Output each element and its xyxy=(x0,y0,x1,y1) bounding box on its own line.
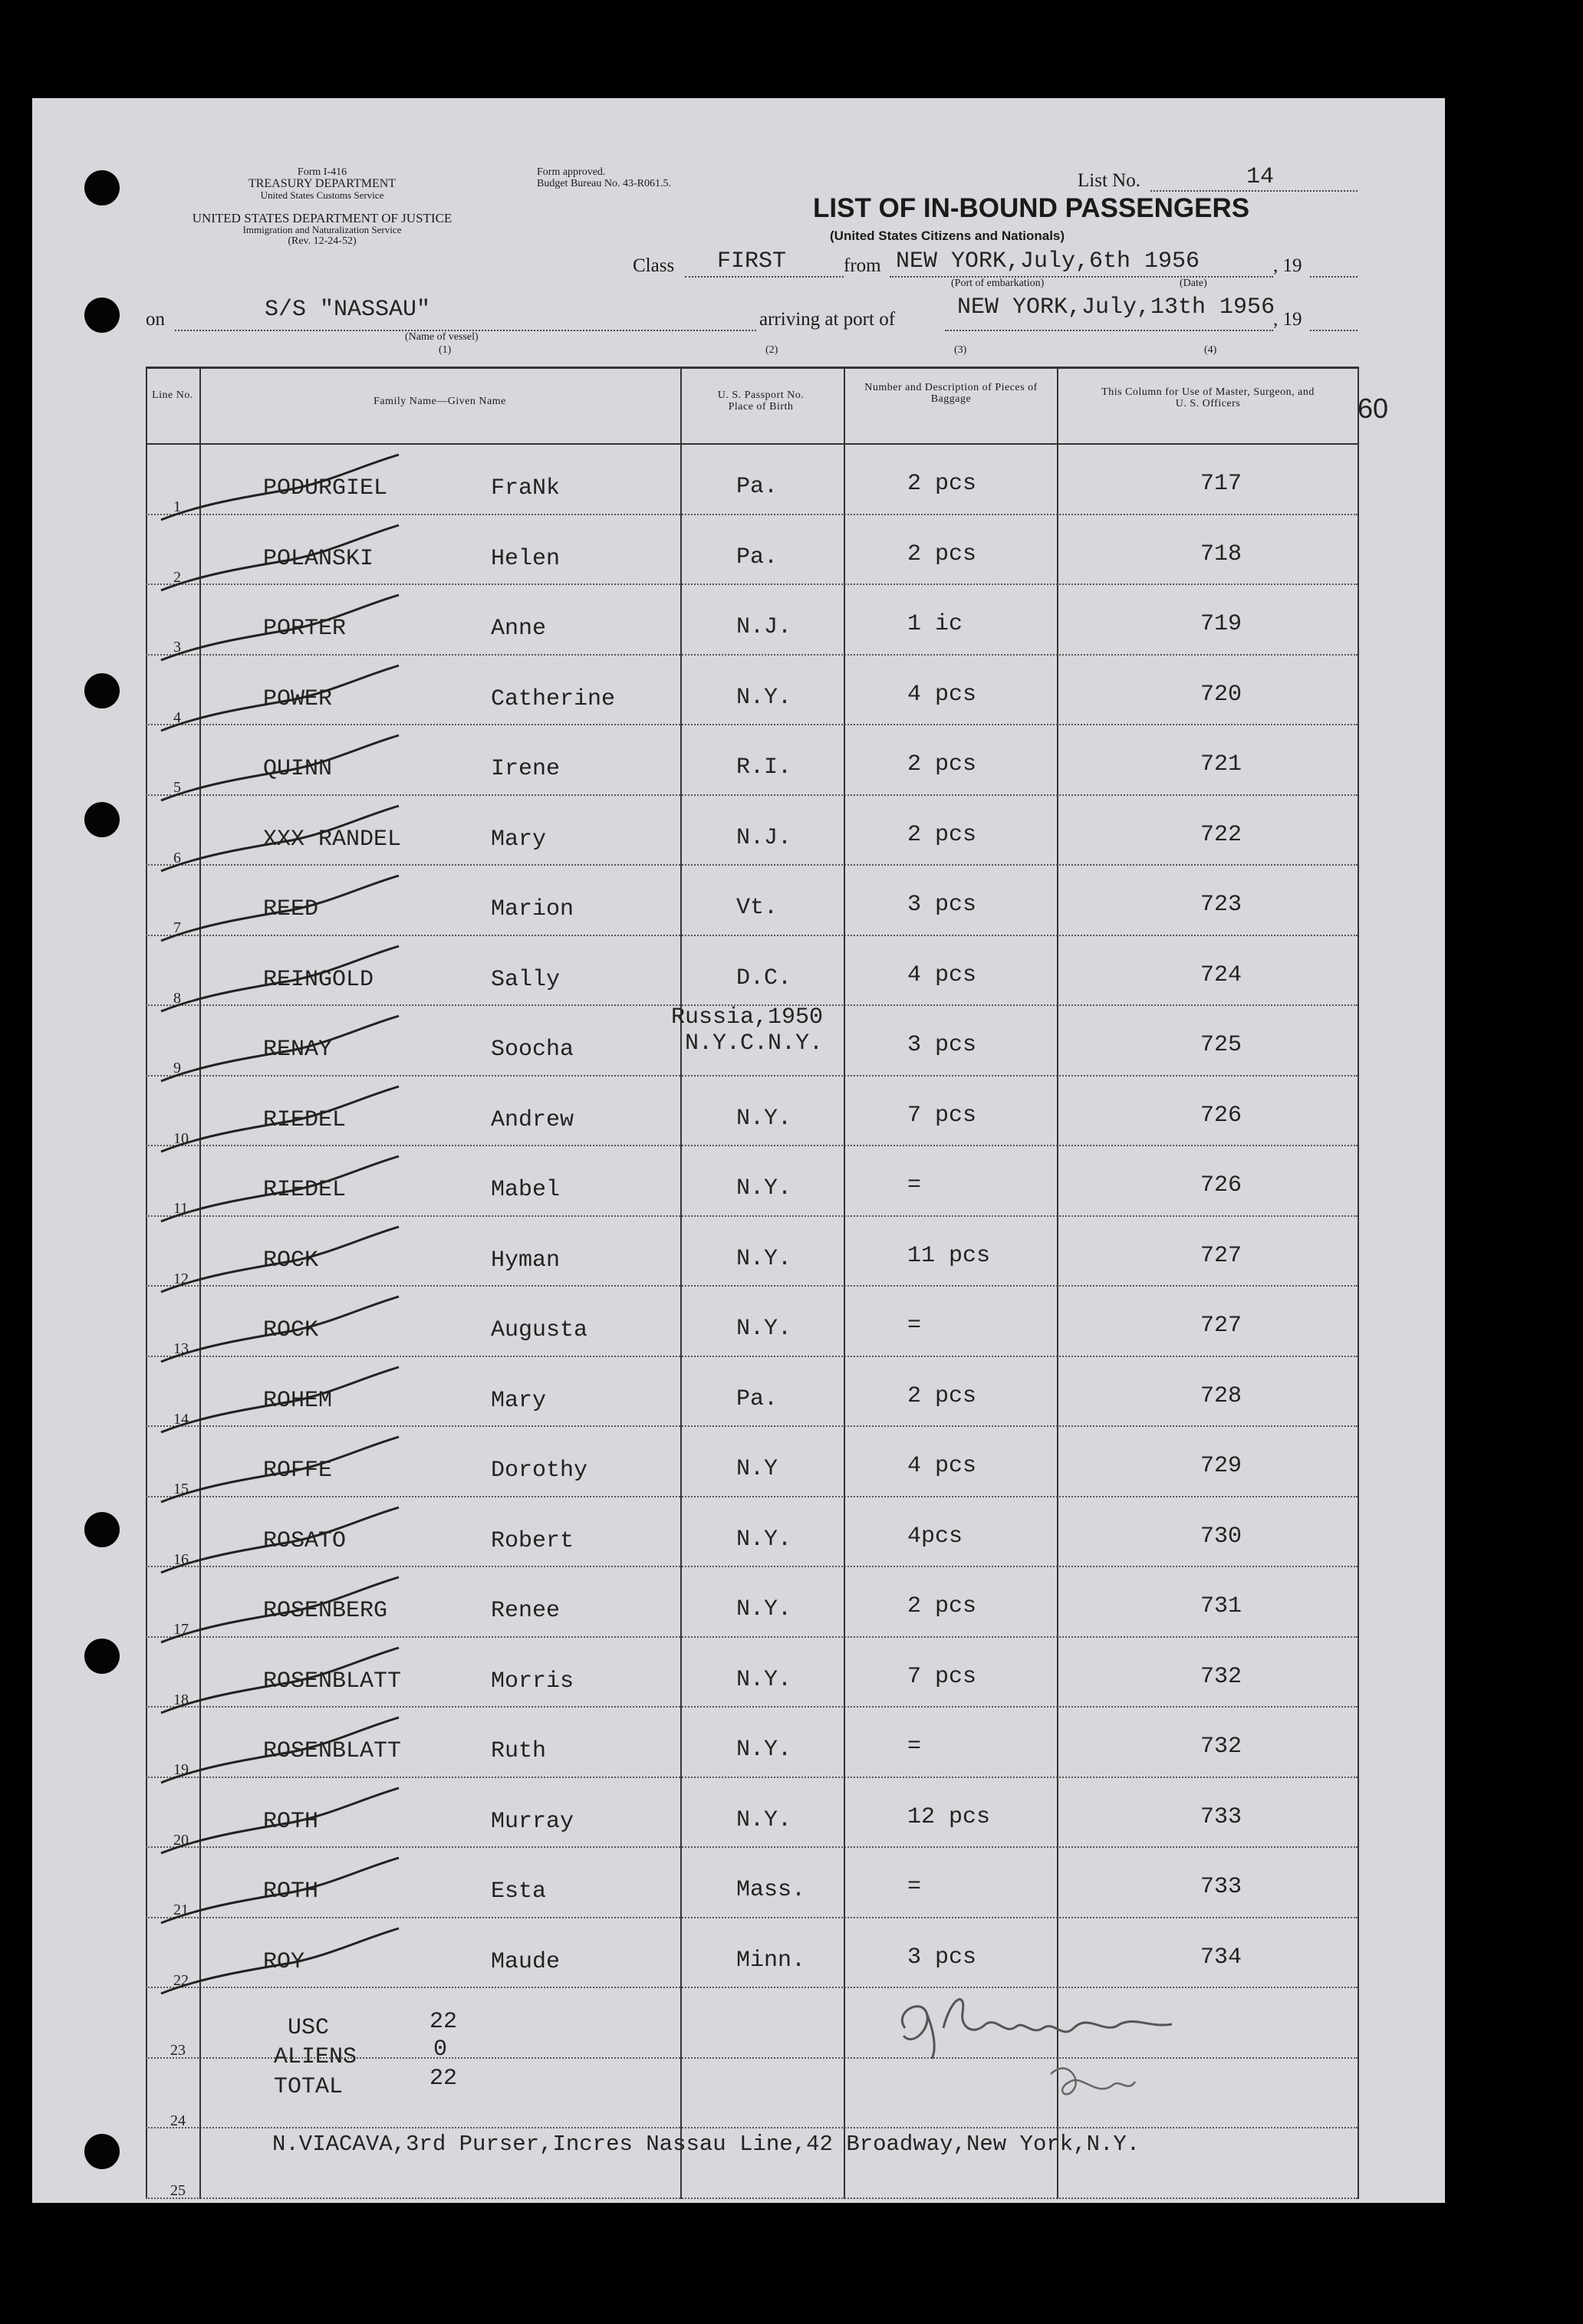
baggage-count: = xyxy=(907,1172,922,1198)
officer-number: 727 xyxy=(1200,1242,1242,1269)
baggage-count: 4 pcs xyxy=(907,961,977,988)
line-number: 16 xyxy=(173,1550,189,1568)
place-of-birth: N.Y. xyxy=(736,1806,792,1833)
place-of-birth: N.J. xyxy=(736,614,792,640)
from-label: from xyxy=(844,255,881,276)
given-name: Andrew xyxy=(491,1106,574,1133)
year-suffix: , 19 xyxy=(1273,255,1302,276)
family-name: ROFFE xyxy=(263,1458,333,1484)
family-name: RIEDEL xyxy=(263,1177,347,1203)
officer-number: 720 xyxy=(1200,681,1242,708)
given-name: Esta xyxy=(491,1879,547,1905)
col-header-baggage: Number and Description of Pieces of Baggage xyxy=(864,382,1038,405)
place-of-birth: N.Y. xyxy=(736,1737,792,1763)
check-mark-stroke xyxy=(153,1573,414,1650)
class-value: FIRST xyxy=(717,248,787,274)
usc-label: USC xyxy=(288,2015,330,2041)
given-name: Soocha xyxy=(491,1037,574,1063)
vessel-name: S/S "NASSAU" xyxy=(265,297,431,323)
given-name: Maude xyxy=(491,1948,561,1975)
officer-number: 723 xyxy=(1200,892,1242,918)
given-name: Dorothy xyxy=(491,1458,588,1484)
given-name: Mary xyxy=(491,826,547,853)
officer-number: 732 xyxy=(1200,1734,1242,1760)
check-mark-stroke xyxy=(153,802,414,879)
officer-number: 719 xyxy=(1200,611,1242,637)
baggage-count: 3 pcs xyxy=(907,1944,977,1971)
line-number: 15 xyxy=(173,1481,189,1497)
baggage-count: 1 ic xyxy=(907,611,963,637)
officer-number: 722 xyxy=(1200,821,1242,848)
given-name: Irene xyxy=(491,756,561,782)
col-header-name: Family Name—Given Name xyxy=(374,396,506,407)
punch-hole xyxy=(84,297,120,333)
officer-number: 734 xyxy=(1200,1944,1242,1971)
baggage-count: = xyxy=(907,1874,922,1900)
place-of-birth: Pa. xyxy=(736,1386,778,1412)
justice-dept: UNITED STATES DEPARTMENT OF JUSTICE xyxy=(192,211,453,225)
baggage-count: 4 pcs xyxy=(907,681,977,708)
check-mark-stroke xyxy=(153,872,414,948)
line-number: 9 xyxy=(173,1060,181,1077)
officer-number: 730 xyxy=(1200,1523,1242,1550)
officer-number: 727 xyxy=(1200,1313,1242,1339)
baggage-count: = xyxy=(907,1313,922,1339)
check-mark-stroke xyxy=(153,1714,414,1790)
check-mark-stroke xyxy=(153,1293,414,1369)
usc-count: 22 xyxy=(429,2009,458,2035)
given-name: Mary xyxy=(491,1387,547,1414)
place-of-birth: Minn. xyxy=(736,1947,806,1974)
col-header-officers: This Column for Use of Master, Surgeon, and U. S. Officers xyxy=(1101,386,1315,409)
line-number: 20 xyxy=(173,1831,189,1849)
family-name: XXX RANDEL xyxy=(263,826,402,853)
line-number: 17 xyxy=(173,1621,189,1638)
line-number: 13 xyxy=(173,1340,189,1357)
col-header-passport: U. S. Passport No. Place of Birth xyxy=(717,390,805,413)
check-mark-stroke xyxy=(153,1433,414,1510)
given-name: Morris xyxy=(491,1668,574,1695)
line-number: 10 xyxy=(173,1129,189,1147)
approved: Form approved. xyxy=(537,166,606,178)
family-name: ROSATO xyxy=(263,1527,347,1554)
place-of-birth: D.C. xyxy=(736,965,792,991)
line-number: 21 xyxy=(173,1902,189,1918)
place-of-birth: Mass. xyxy=(736,1877,806,1903)
check-mark-stroke xyxy=(153,591,414,668)
arrival-value: NEW YORK,July,13th 1956 xyxy=(957,294,1275,320)
officer-number: 731 xyxy=(1200,1593,1242,1619)
baggage-count: 7 pcs xyxy=(907,1102,977,1129)
check-mark-stroke xyxy=(153,1504,414,1580)
family-name: ROSENBLATT xyxy=(263,1738,402,1764)
line-number: 6 xyxy=(173,849,181,866)
family-name: ROY xyxy=(263,1948,305,1975)
baggage-count: 11 pcs xyxy=(907,1242,991,1269)
revision: (Rev. 12-24-52) xyxy=(288,235,357,247)
officer-number: 726 xyxy=(1200,1102,1242,1129)
officer-number: 718 xyxy=(1200,541,1242,567)
place-of-birth: N.Y. xyxy=(736,1105,792,1132)
family-name: POWER xyxy=(263,685,333,712)
budget-bureau: Budget Bureau No. 43-R061.5. xyxy=(537,178,671,189)
officer-number: 729 xyxy=(1200,1453,1242,1479)
line-number: 3 xyxy=(173,639,181,656)
family-name: REINGOLD xyxy=(263,966,374,993)
list-no-value: 14 xyxy=(1246,164,1275,190)
baggage-count: 2 pcs xyxy=(907,751,977,777)
check-mark-stroke xyxy=(153,1925,414,2001)
baggage-count: 2 pcs xyxy=(907,541,977,567)
col1-number: (1) xyxy=(439,344,452,356)
line-number: 24 xyxy=(170,2112,186,2129)
line-number: 1 xyxy=(173,498,181,515)
place-of-birth: N.Y. xyxy=(736,684,792,711)
given-name: Sally xyxy=(491,966,561,993)
place-of-birth: N.Y. xyxy=(736,1175,792,1201)
place-of-birth: N.J. xyxy=(736,824,792,851)
family-name: ROTH xyxy=(263,1879,319,1905)
line-number: 19 xyxy=(173,1761,189,1778)
treasury-dept: TREASURY DEPARTMENT xyxy=(248,177,397,190)
line-number: 7 xyxy=(173,919,181,936)
col4-number: (4) xyxy=(1204,344,1217,356)
check-mark-stroke xyxy=(153,1784,414,1861)
baggage-count: 2 pcs xyxy=(907,821,977,848)
total-count: 22 xyxy=(429,2066,458,2092)
baggage-count: 4 pcs xyxy=(907,1453,977,1479)
officer-number: 724 xyxy=(1200,961,1242,988)
baggage-count: = xyxy=(907,1734,922,1760)
place-of-birth: Russia,1950 xyxy=(671,1004,824,1031)
handwritten-signature xyxy=(890,1982,1181,2120)
place-of-birth: N.Y. xyxy=(736,1245,792,1272)
year-suffix-2: , 19 xyxy=(1273,309,1302,330)
check-mark-stroke xyxy=(153,451,414,528)
officer-number: 726 xyxy=(1200,1172,1242,1198)
form-title: LIST OF IN-BOUND PASSENGERS xyxy=(813,193,1250,223)
baggage-count: 2 pcs xyxy=(907,1593,977,1619)
baggage-count: 3 pcs xyxy=(907,892,977,918)
line-number: 2 xyxy=(173,568,181,586)
embarkation-value: NEW YORK,July,6th 1956 xyxy=(896,248,1200,274)
check-mark-stroke xyxy=(153,1854,414,1931)
baggage-count: 7 pcs xyxy=(907,1663,977,1690)
given-name: Robert xyxy=(491,1527,574,1554)
place-of-birth: N.Y. xyxy=(736,1666,792,1693)
line-number: 8 xyxy=(173,989,181,1007)
check-mark-stroke xyxy=(153,521,414,598)
passenger-table xyxy=(146,367,1358,2199)
baggage-count: 4pcs xyxy=(907,1523,963,1550)
officer-number: 717 xyxy=(1200,471,1242,497)
given-name: Augusta xyxy=(491,1317,588,1343)
line-number: 22 xyxy=(173,1971,189,1989)
given-name: Ruth xyxy=(491,1738,547,1764)
given-name: Murray xyxy=(491,1808,574,1835)
family-name: ROSENBERG xyxy=(263,1598,388,1624)
officer-number: 732 xyxy=(1200,1663,1242,1690)
form-header-left xyxy=(146,166,499,201)
check-mark-stroke xyxy=(153,1644,414,1721)
punch-hole xyxy=(84,1639,120,1674)
check-mark-stroke xyxy=(153,731,414,808)
family-name: PODURGIEL xyxy=(263,475,388,501)
family-name: RENAY xyxy=(263,1037,333,1063)
check-mark-stroke xyxy=(153,1152,414,1229)
on-label: on xyxy=(146,309,165,330)
port-embark-caption: (Port of embarkation) xyxy=(951,278,1045,289)
customs-service: United States Customs Service xyxy=(260,189,384,201)
form-number: Form I-416 xyxy=(297,166,347,178)
aliens-label: ALIENS xyxy=(274,2044,357,2070)
officer-number: 728 xyxy=(1200,1382,1242,1409)
line-number: 12 xyxy=(173,1270,189,1287)
place-of-birth-2: N.Y.C.N.Y. xyxy=(685,1031,824,1057)
check-mark-stroke xyxy=(153,1363,414,1440)
baggage-count: 2 pcs xyxy=(907,471,977,497)
line-number: 18 xyxy=(173,1691,189,1708)
line-number: 4 xyxy=(173,708,181,726)
officer-number: 733 xyxy=(1200,1803,1242,1830)
place-of-birth: R.I. xyxy=(736,754,792,781)
given-name: FraNk xyxy=(491,475,561,501)
family-name: PORTER xyxy=(263,616,347,642)
family-name: ROSENBLATT xyxy=(263,1668,402,1695)
punch-hole xyxy=(84,170,120,205)
line-number: 11 xyxy=(173,1200,189,1217)
line-number: 14 xyxy=(173,1410,189,1428)
check-mark-stroke xyxy=(153,662,414,738)
line-number: 25 xyxy=(170,2182,186,2199)
place-of-birth: N.Y. xyxy=(736,1316,792,1342)
punch-hole xyxy=(84,802,120,837)
given-name: Catherine xyxy=(491,685,616,712)
officer-number: 725 xyxy=(1200,1032,1242,1058)
form-header-justice xyxy=(134,212,510,247)
given-name: Marion xyxy=(491,896,574,922)
col3-number: (3) xyxy=(954,344,967,356)
check-mark-stroke xyxy=(153,1083,414,1159)
place-of-birth: Vt. xyxy=(736,895,778,921)
given-name: Renee xyxy=(491,1598,561,1624)
place-of-birth: Pa. xyxy=(736,474,778,500)
given-name: Hyman xyxy=(491,1247,561,1274)
family-name: RIEDEL xyxy=(263,1106,347,1133)
punch-hole xyxy=(84,2134,120,2169)
punch-hole xyxy=(84,1512,120,1547)
check-mark-stroke xyxy=(153,1223,414,1300)
aliens-count: 0 xyxy=(433,2036,448,2063)
place-of-birth: N.Y. xyxy=(736,1526,792,1553)
given-name: Mabel xyxy=(491,1177,561,1203)
officer-number: 721 xyxy=(1200,751,1242,777)
page-number: 60 xyxy=(1358,393,1389,424)
date-caption: (Date) xyxy=(1180,278,1207,289)
baggage-count: 2 pcs xyxy=(907,1382,977,1409)
given-name: Anne xyxy=(491,616,547,642)
form-subtitle: (United States Citizens and Nationals) xyxy=(830,228,1065,243)
place-of-birth: Pa. xyxy=(736,544,778,570)
list-no-label: List No. xyxy=(1078,170,1140,191)
baggage-count: 12 pcs xyxy=(907,1803,991,1830)
family-name: ROTH xyxy=(263,1808,319,1835)
ins-service: Immigration and Naturalization Service xyxy=(242,224,402,235)
line-number: 5 xyxy=(173,779,181,796)
family-name: QUINN xyxy=(263,756,333,782)
family-name: ROHEM xyxy=(263,1387,333,1414)
punch-hole xyxy=(84,673,120,708)
arriving-label: arriving at port of xyxy=(759,309,896,330)
place-of-birth: N.Y. xyxy=(736,1596,792,1622)
col2-number: (2) xyxy=(765,344,778,356)
place-of-birth: N.Y xyxy=(736,1456,778,1482)
check-mark-stroke xyxy=(153,942,414,1019)
baggage-count: 3 pcs xyxy=(907,1032,977,1058)
class-label: Class xyxy=(633,255,675,276)
family-name: POLANSKI xyxy=(263,545,374,572)
purser-signature-line: N.VIACAVA,3rd Purser,Incres Nassau Line,42 Broadway,New York,N.Y. xyxy=(272,2132,1140,2157)
line-number: 23 xyxy=(170,2042,186,2059)
given-name: Helen xyxy=(491,545,561,572)
form-approval xyxy=(537,166,671,189)
family-name: REED xyxy=(263,896,319,922)
col-header-line: Line No. xyxy=(152,390,193,401)
check-mark-stroke xyxy=(153,1012,414,1089)
total-label: TOTAL xyxy=(274,2074,344,2100)
officer-number: 733 xyxy=(1200,1874,1242,1900)
family-name: ROCK xyxy=(263,1247,319,1274)
family-name: ROCK xyxy=(263,1317,319,1343)
vessel-caption: (Name of vessel) xyxy=(405,331,479,343)
